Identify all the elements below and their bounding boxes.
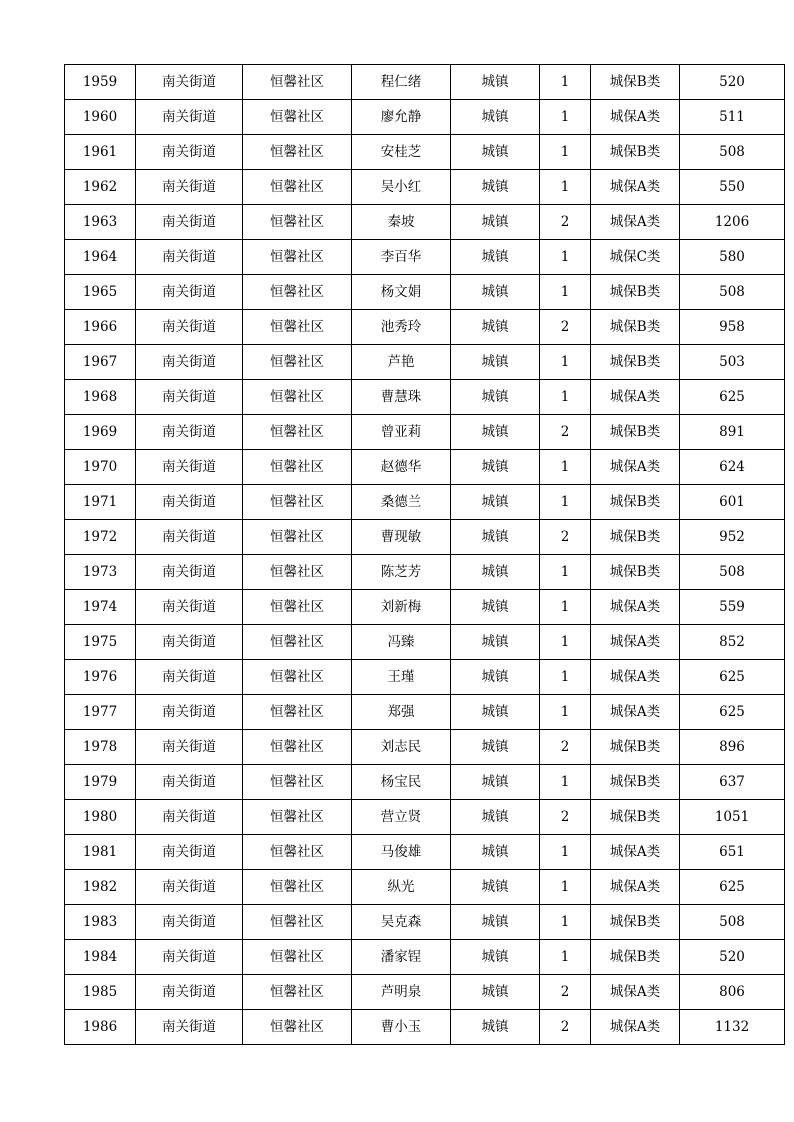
cell-amount: 896 [680,730,785,765]
cell-household-type: 城镇 [451,905,540,940]
table-row [65,905,785,940]
cell-name: 曹小玉 [352,1010,451,1045]
cell-household-type: 城镇 [451,450,540,485]
cell-street: 南关街道 [136,275,243,310]
cell-count: 1 [540,660,591,695]
cell-name: 杨宝民 [352,765,451,800]
cell-id: 1970 [65,450,136,485]
table-row [65,765,785,800]
cell-household-type: 城镇 [451,310,540,345]
cell-id: 1964 [65,240,136,275]
cell-category: 城保C类 [591,240,680,275]
cell-category: 城保B类 [591,520,680,555]
cell-category: 城保A类 [591,835,680,870]
cell-count: 1 [540,905,591,940]
cell-household-type: 城镇 [451,135,540,170]
cell-amount: 852 [680,625,785,660]
cell-id: 1986 [65,1010,136,1045]
cell-category: 城保A类 [591,590,680,625]
cell-household-type: 城镇 [451,765,540,800]
cell-count: 2 [540,800,591,835]
cell-name: 王瑾 [352,660,451,695]
cell-amount: 637 [680,765,785,800]
table-row [65,975,785,1010]
table-row [65,870,785,905]
cell-street: 南关街道 [136,450,243,485]
cell-count: 1 [540,380,591,415]
cell-community: 恒馨社区 [243,940,352,975]
cell-community: 恒馨社区 [243,310,352,345]
cell-household-type: 城镇 [451,240,540,275]
cell-amount: 508 [680,135,785,170]
cell-category: 城保B类 [591,555,680,590]
cell-community: 恒馨社区 [243,695,352,730]
cell-id: 1974 [65,590,136,625]
cell-street: 南关街道 [136,135,243,170]
cell-household-type: 城镇 [451,275,540,310]
cell-id: 1977 [65,695,136,730]
cell-street: 南关街道 [136,205,243,240]
cell-id: 1972 [65,520,136,555]
cell-name: 吴克森 [352,905,451,940]
cell-community: 恒馨社区 [243,450,352,485]
cell-id: 1963 [65,205,136,240]
cell-category: 城保B类 [591,940,680,975]
cell-id: 1966 [65,310,136,345]
cell-household-type: 城镇 [451,695,540,730]
cell-community: 恒馨社区 [243,905,352,940]
cell-count: 1 [540,450,591,485]
cell-household-type: 城镇 [451,100,540,135]
cell-name: 曹现敏 [352,520,451,555]
cell-community: 恒馨社区 [243,205,352,240]
cell-id: 1969 [65,415,136,450]
cell-category: 城保A类 [591,660,680,695]
cell-category: 城保A类 [591,170,680,205]
cell-count: 1 [540,275,591,310]
cell-count: 1 [540,170,591,205]
cell-amount: 625 [680,660,785,695]
table-row [65,590,785,625]
cell-name: 郑强 [352,695,451,730]
cell-street: 南关街道 [136,800,243,835]
table-row [65,800,785,835]
cell-count: 1 [540,765,591,800]
cell-community: 恒馨社区 [243,870,352,905]
cell-id: 1965 [65,275,136,310]
cell-category: 城保B类 [591,800,680,835]
table-row [65,415,785,450]
cell-amount: 891 [680,415,785,450]
cell-household-type: 城镇 [451,1010,540,1045]
cell-household-type: 城镇 [451,625,540,660]
cell-name: 池秀玲 [352,310,451,345]
cell-amount: 580 [680,240,785,275]
cell-count: 1 [540,835,591,870]
cell-street: 南关街道 [136,415,243,450]
cell-amount: 520 [680,940,785,975]
cell-street: 南关街道 [136,905,243,940]
cell-community: 恒馨社区 [243,345,352,380]
cell-category: 城保B类 [591,135,680,170]
cell-category: 城保A类 [591,380,680,415]
cell-amount: 550 [680,170,785,205]
cell-amount: 806 [680,975,785,1010]
table-row [65,660,785,695]
cell-name: 潘家锃 [352,940,451,975]
table-row [65,835,785,870]
cell-community: 恒馨社区 [243,135,352,170]
cell-household-type: 城镇 [451,975,540,1010]
cell-category: 城保B类 [591,415,680,450]
cell-id: 1967 [65,345,136,380]
cell-street: 南关街道 [136,380,243,415]
cell-community: 恒馨社区 [243,625,352,660]
cell-amount: 651 [680,835,785,870]
cell-name: 廖允静 [352,100,451,135]
cell-name: 安桂芝 [352,135,451,170]
cell-count: 2 [540,415,591,450]
cell-category: 城保A类 [591,1010,680,1045]
cell-community: 恒馨社区 [243,765,352,800]
table-row [65,380,785,415]
cell-count: 1 [540,940,591,975]
cell-household-type: 城镇 [451,415,540,450]
cell-id: 1971 [65,485,136,520]
cell-count: 1 [540,100,591,135]
cell-name: 营立贤 [352,800,451,835]
cell-count: 1 [540,240,591,275]
cell-category: 城保B类 [591,730,680,765]
cell-community: 恒馨社区 [243,485,352,520]
cell-id: 1979 [65,765,136,800]
cell-id: 1984 [65,940,136,975]
beneficiary-table [64,64,785,1045]
table-row [65,1010,785,1045]
table-row [65,940,785,975]
cell-household-type: 城镇 [451,65,540,100]
cell-community: 恒馨社区 [243,1010,352,1045]
cell-street: 南关街道 [136,1010,243,1045]
cell-household-type: 城镇 [451,345,540,380]
cell-id: 1973 [65,555,136,590]
cell-count: 2 [540,310,591,345]
table-row [65,100,785,135]
cell-count: 1 [540,870,591,905]
cell-community: 恒馨社区 [243,590,352,625]
cell-street: 南关街道 [136,555,243,590]
cell-name: 李百华 [352,240,451,275]
cell-community: 恒馨社区 [243,380,352,415]
cell-name: 曹慧珠 [352,380,451,415]
cell-street: 南关街道 [136,695,243,730]
cell-household-type: 城镇 [451,205,540,240]
cell-name: 芦艳 [352,345,451,380]
cell-count: 1 [540,555,591,590]
cell-amount: 1206 [680,205,785,240]
cell-street: 南关街道 [136,240,243,275]
cell-category: 城保B类 [591,905,680,940]
cell-count: 1 [540,695,591,730]
cell-id: 1959 [65,65,136,100]
cell-street: 南关街道 [136,765,243,800]
table-row [65,170,785,205]
cell-amount: 958 [680,310,785,345]
cell-name: 吴小红 [352,170,451,205]
cell-category: 城保A类 [591,450,680,485]
cell-name: 程仁绪 [352,65,451,100]
cell-id: 1962 [65,170,136,205]
cell-id: 1968 [65,380,136,415]
cell-household-type: 城镇 [451,170,540,205]
cell-community: 恒馨社区 [243,415,352,450]
cell-amount: 952 [680,520,785,555]
cell-count: 1 [540,485,591,520]
cell-id: 1961 [65,135,136,170]
cell-community: 恒馨社区 [243,240,352,275]
cell-household-type: 城镇 [451,800,540,835]
cell-name: 冯臻 [352,625,451,660]
cell-count: 1 [540,345,591,380]
cell-category: 城保B类 [591,765,680,800]
cell-community: 恒馨社区 [243,730,352,765]
table-row [65,555,785,590]
cell-street: 南关街道 [136,660,243,695]
cell-amount: 1051 [680,800,785,835]
cell-count: 2 [540,205,591,240]
cell-id: 1981 [65,835,136,870]
table-row [65,450,785,485]
cell-street: 南关街道 [136,520,243,555]
cell-name: 芦明泉 [352,975,451,1010]
cell-id: 1975 [65,625,136,660]
cell-amount: 1132 [680,1010,785,1045]
cell-household-type: 城镇 [451,485,540,520]
cell-community: 恒馨社区 [243,555,352,590]
cell-count: 1 [540,625,591,660]
cell-amount: 508 [680,905,785,940]
cell-name: 秦坡 [352,205,451,240]
cell-street: 南关街道 [136,590,243,625]
cell-category: 城保A类 [591,205,680,240]
cell-amount: 625 [680,870,785,905]
cell-street: 南关街道 [136,485,243,520]
cell-amount: 559 [680,590,785,625]
cell-community: 恒馨社区 [243,520,352,555]
cell-category: 城保A类 [591,100,680,135]
cell-count: 1 [540,135,591,170]
cell-category: 城保A类 [591,975,680,1010]
cell-category: 城保A类 [591,870,680,905]
cell-count: 2 [540,520,591,555]
cell-id: 1960 [65,100,136,135]
cell-street: 南关街道 [136,170,243,205]
cell-street: 南关街道 [136,870,243,905]
cell-id: 1985 [65,975,136,1010]
table-row [65,135,785,170]
cell-amount: 503 [680,345,785,380]
table-row [65,625,785,660]
cell-street: 南关街道 [136,345,243,380]
cell-amount: 508 [680,275,785,310]
cell-street: 南关街道 [136,835,243,870]
cell-name: 陈芝芳 [352,555,451,590]
cell-category: 城保B类 [591,485,680,520]
table-row [65,275,785,310]
cell-street: 南关街道 [136,310,243,345]
cell-household-type: 城镇 [451,835,540,870]
cell-household-type: 城镇 [451,730,540,765]
cell-id: 1982 [65,870,136,905]
cell-street: 南关街道 [136,730,243,765]
cell-count: 2 [540,730,591,765]
cell-household-type: 城镇 [451,520,540,555]
cell-amount: 508 [680,555,785,590]
cell-id: 1980 [65,800,136,835]
cell-community: 恒馨社区 [243,65,352,100]
cell-street: 南关街道 [136,625,243,660]
cell-community: 恒馨社区 [243,975,352,1010]
cell-amount: 625 [680,695,785,730]
cell-id: 1983 [65,905,136,940]
cell-community: 恒馨社区 [243,170,352,205]
cell-household-type: 城镇 [451,380,540,415]
cell-category: 城保A类 [591,695,680,730]
table-row [65,205,785,240]
table-row [65,240,785,275]
cell-household-type: 城镇 [451,940,540,975]
cell-category: 城保B类 [591,65,680,100]
cell-community: 恒馨社区 [243,835,352,870]
cell-street: 南关街道 [136,100,243,135]
cell-household-type: 城镇 [451,870,540,905]
cell-amount: 520 [680,65,785,100]
cell-amount: 625 [680,380,785,415]
cell-name: 曾亚莉 [352,415,451,450]
table-row [65,730,785,765]
cell-name: 马俊雄 [352,835,451,870]
cell-street: 南关街道 [136,65,243,100]
cell-count: 2 [540,1010,591,1045]
cell-count: 1 [540,65,591,100]
cell-community: 恒馨社区 [243,800,352,835]
table-body [65,65,785,1045]
cell-community: 恒馨社区 [243,660,352,695]
cell-category: 城保B类 [591,275,680,310]
cell-street: 南关街道 [136,940,243,975]
cell-category: 城保B类 [591,310,680,345]
cell-amount: 624 [680,450,785,485]
table-row [65,485,785,520]
table-row [65,695,785,730]
cell-count: 1 [540,590,591,625]
cell-category: 城保B类 [591,345,680,380]
cell-name: 杨文娟 [352,275,451,310]
cell-street: 南关街道 [136,975,243,1010]
cell-name: 刘新梅 [352,590,451,625]
cell-name: 赵德华 [352,450,451,485]
cell-community: 恒馨社区 [243,275,352,310]
cell-amount: 601 [680,485,785,520]
cell-id: 1976 [65,660,136,695]
cell-household-type: 城镇 [451,590,540,625]
table-row [65,520,785,555]
cell-household-type: 城镇 [451,660,540,695]
cell-amount: 511 [680,100,785,135]
cell-count: 2 [540,975,591,1010]
cell-name: 桑德兰 [352,485,451,520]
table-row [65,65,785,100]
table-row [65,310,785,345]
cell-name: 刘志民 [352,730,451,765]
cell-household-type: 城镇 [451,555,540,590]
cell-community: 恒馨社区 [243,100,352,135]
cell-category: 城保A类 [591,625,680,660]
table-row [65,345,785,380]
cell-name: 纵光 [352,870,451,905]
cell-id: 1978 [65,730,136,765]
